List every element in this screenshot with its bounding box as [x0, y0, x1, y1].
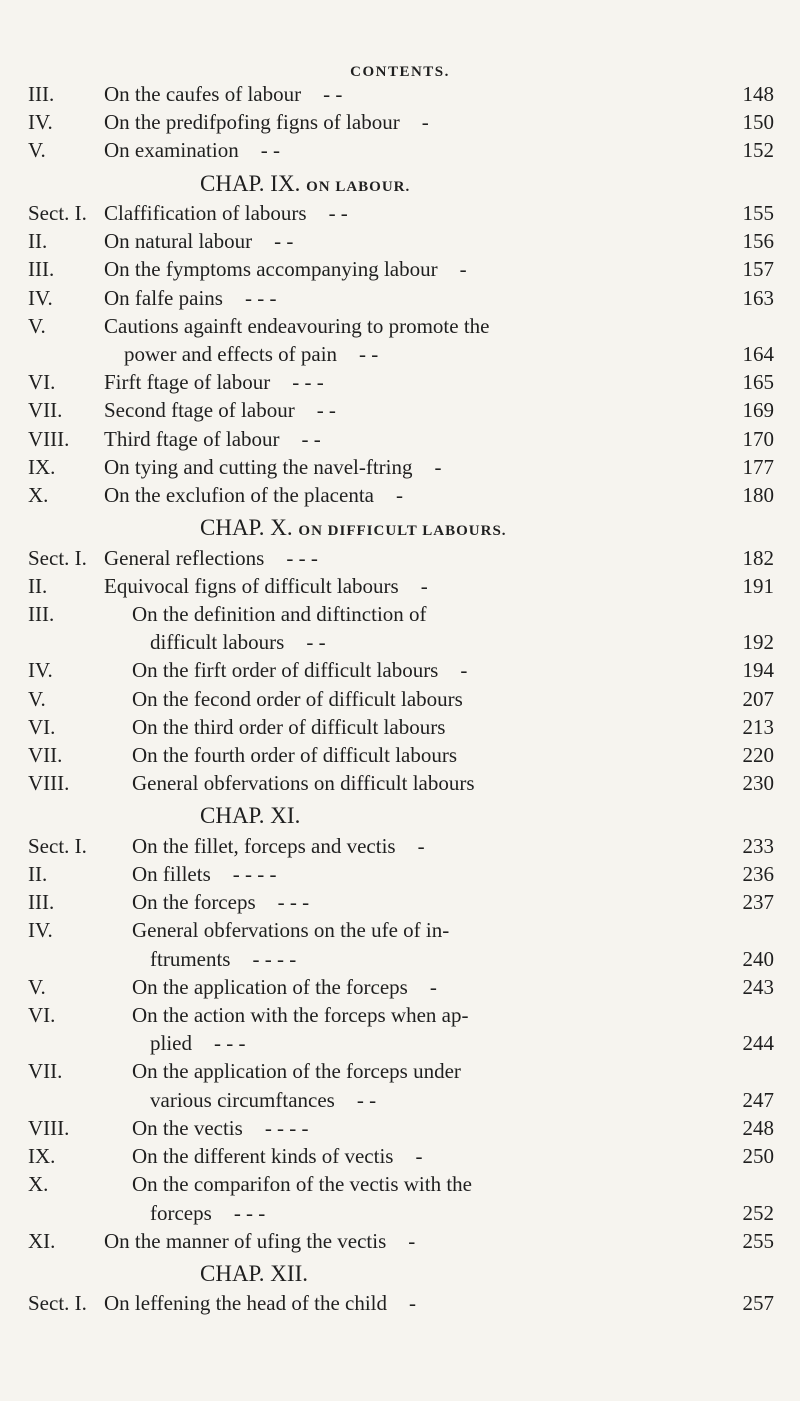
- page-number: 194: [742, 658, 774, 683]
- dot-leader: - -: [301, 426, 321, 451]
- page-number: 192: [742, 630, 774, 655]
- toc-entry: [0, 314, 800, 342]
- page-number: 233: [742, 833, 774, 858]
- section-number: VIII.: [28, 426, 70, 451]
- section-number: V.: [28, 974, 46, 999]
- toc-entry: [0, 862, 800, 890]
- toc-entry: [0, 602, 800, 630]
- toc-entry: [0, 483, 800, 511]
- dot-leader: - - - -: [232, 861, 277, 886]
- section-title: various circumftances - -: [150, 1087, 377, 1112]
- page-number: 148: [742, 82, 774, 106]
- section-title: Cautions againft endeavouring to promote the: [104, 313, 490, 338]
- dot-leader: - - -: [233, 1200, 266, 1225]
- section-title: On examination - -: [104, 138, 280, 163]
- page-number: 250: [742, 1144, 774, 1169]
- section-title: power and effects of pain - -: [124, 341, 379, 366]
- page-number: 163: [742, 285, 774, 310]
- toc-entry: [0, 771, 800, 799]
- chapter-label: CHAP. IX.: [200, 170, 301, 196]
- page-number: 170: [742, 426, 774, 451]
- section-title: Second ftage of labour - -: [104, 398, 336, 423]
- toc-entry: [0, 1059, 800, 1087]
- section-number: IV.: [28, 918, 53, 943]
- page-number: 180: [742, 483, 774, 508]
- section-title: ftruments - - - -: [150, 946, 297, 971]
- section-number: IX.: [28, 1144, 56, 1169]
- section-title: On the fymptoms accompanying labour -: [104, 257, 467, 282]
- toc-entry: [0, 229, 800, 257]
- section-title: On the comparifon of the vectis with the: [132, 1172, 472, 1197]
- section-number: III.: [28, 601, 55, 626]
- section-title: On the action with the forceps when ap-: [132, 1003, 469, 1027]
- page-number: 220: [742, 743, 774, 768]
- dot-leader: -: [429, 974, 437, 999]
- chapter-heading: [0, 167, 800, 201]
- running-head: CONTENTS.: [350, 64, 450, 80]
- section-title: plied - - -: [150, 1031, 246, 1056]
- chapter-heading: [0, 799, 800, 833]
- section-title: On leffening the head of the child -: [104, 1291, 417, 1316]
- dot-leader: -: [460, 658, 468, 683]
- section-number: Sect. I.: [28, 200, 87, 225]
- dot-leader: -: [415, 1144, 423, 1169]
- section-number: VIII.: [28, 1115, 70, 1140]
- toc-entry: [0, 658, 800, 686]
- dot-leader: - -: [328, 200, 348, 225]
- dot-leader: - - -: [244, 285, 277, 310]
- section-number: II.: [28, 229, 48, 254]
- page-number: 257: [742, 1291, 774, 1316]
- section-title: On the forceps - - -: [132, 890, 310, 915]
- dot-leader: - - -: [277, 890, 310, 915]
- section-number: II.: [28, 861, 48, 886]
- section-title: General reflections - - -: [104, 545, 318, 570]
- toc-entry: [0, 201, 800, 229]
- dot-leader: -: [417, 833, 425, 858]
- section-title: On the fillet, forceps and vectis -: [132, 833, 425, 858]
- section-number: V.: [28, 686, 46, 711]
- chapter-heading: [0, 1257, 800, 1291]
- section-number: VI.: [28, 714, 56, 739]
- toc-entry: [0, 427, 800, 455]
- dot-leader: -: [420, 573, 428, 598]
- section-number: VI.: [28, 370, 56, 395]
- section-title: General obfervations on difficult labours: [132, 771, 475, 796]
- page-number: 152: [742, 138, 774, 163]
- page-number: 248: [742, 1115, 774, 1140]
- table-of-contents: [0, 82, 800, 1319]
- section-title: On the definition and diftinction of: [132, 601, 427, 626]
- dot-leader: - - -: [286, 545, 318, 570]
- dot-leader: - -: [359, 341, 379, 366]
- chapter-label: CHAP. XII.: [200, 1260, 308, 1286]
- toc-entry: [0, 286, 800, 314]
- section-title: On the predifpofing figns of labour -: [104, 110, 429, 135]
- toc-entry: [0, 1031, 800, 1059]
- section-number: VII.: [28, 398, 63, 423]
- toc-entry: [0, 1229, 800, 1257]
- chapter-heading-text: [200, 799, 300, 833]
- chapter-heading-text: [200, 511, 507, 548]
- section-number: VII.: [28, 743, 63, 768]
- toc-entry: [0, 574, 800, 602]
- toc-entry: [0, 918, 800, 946]
- toc-entry: [0, 370, 800, 398]
- section-number: Sect. I.: [28, 1291, 87, 1316]
- page-number: 150: [742, 110, 774, 135]
- page-number: 207: [742, 686, 774, 711]
- page-number: 191: [742, 573, 774, 598]
- dot-leader: - -: [316, 398, 336, 423]
- section-number: IV.: [28, 658, 53, 683]
- dot-leader: - - -: [214, 1031, 246, 1056]
- page-number: 236: [742, 861, 774, 886]
- toc-entry: [0, 82, 800, 110]
- toc-entry: [0, 110, 800, 138]
- dot-leader: - - - -: [252, 946, 297, 971]
- page-number: 213: [742, 714, 774, 739]
- section-title: On tying and cutting the navel-ftring -: [104, 454, 442, 479]
- section-title: Equivocal figns of difficult labours -: [104, 573, 428, 598]
- dot-leader: -: [408, 1228, 416, 1253]
- dot-leader: - -: [323, 82, 343, 106]
- section-title: On the firft order of difficult labours -: [132, 658, 468, 683]
- section-number: III.: [28, 890, 55, 915]
- chapter-heading-text: [200, 167, 410, 204]
- page-number: 182: [742, 545, 774, 570]
- page-number: 237: [742, 890, 774, 915]
- page-number: 164: [742, 341, 774, 366]
- toc-entry: [0, 947, 800, 975]
- page-number: 244: [742, 1031, 774, 1056]
- section-number: VI.: [28, 1003, 56, 1027]
- section-title: Claffification of labours - -: [104, 200, 348, 225]
- section-title: On the application of the forceps -: [132, 974, 437, 999]
- section-number: III.: [28, 257, 55, 282]
- dot-leader: -: [409, 1291, 417, 1316]
- section-title: General obfervations on the ufe of in-: [132, 918, 450, 943]
- page-number: 240: [742, 946, 774, 971]
- section-number: V.: [28, 313, 46, 338]
- dot-leader: - -: [306, 630, 326, 655]
- section-number: VII.: [28, 1059, 63, 1084]
- section-number: VIII.: [28, 771, 70, 796]
- page-number: 165: [742, 370, 774, 395]
- section-number: X.: [28, 483, 49, 508]
- toc-entry: [0, 834, 800, 862]
- toc-entry: [0, 1144, 800, 1172]
- toc-entry: [0, 546, 800, 574]
- dot-leader: -: [395, 483, 403, 508]
- section-number: Sect. I.: [28, 545, 87, 570]
- toc-entry: [0, 138, 800, 166]
- section-title: On fillets - - - -: [132, 861, 277, 886]
- toc-entry: [0, 1003, 800, 1031]
- toc-entry: [0, 455, 800, 483]
- page-number: 177: [742, 454, 774, 479]
- dot-leader: - -: [356, 1087, 377, 1112]
- page-number: 243: [742, 974, 774, 999]
- section-title: difficult labours - -: [150, 630, 326, 655]
- toc-entry: [0, 257, 800, 285]
- section-number: IV.: [28, 110, 53, 135]
- toc-entry: [0, 1201, 800, 1229]
- toc-entry: [0, 687, 800, 715]
- dot-leader: -: [421, 110, 429, 135]
- section-title: Firft ftage of labour - - -: [104, 370, 324, 395]
- toc-entry: [0, 890, 800, 918]
- section-title: On the third order of difficult labours: [132, 714, 446, 739]
- page-number: 156: [742, 229, 774, 254]
- section-number: XI.: [28, 1228, 56, 1253]
- chapter-label: CHAP. X.: [200, 515, 293, 541]
- section-title: On the caufes of labour - -: [104, 82, 343, 106]
- toc-entry: [0, 715, 800, 743]
- toc-entry: [0, 1291, 800, 1319]
- section-number: II.: [28, 573, 48, 598]
- page-number: 247: [742, 1087, 774, 1112]
- section-number: IX.: [28, 454, 56, 479]
- section-number: IV.: [28, 285, 53, 310]
- section-title: On the fourth order of difficult labours: [132, 743, 458, 768]
- chapter-label: CHAP. XI.: [200, 803, 301, 829]
- page-number: 255: [742, 1228, 774, 1253]
- section-number: III.: [28, 82, 55, 106]
- toc-entry: [0, 743, 800, 771]
- toc-entry: [0, 398, 800, 426]
- dot-leader: -: [434, 454, 442, 479]
- dot-leader: - -: [260, 138, 280, 163]
- toc-entry: [0, 342, 800, 370]
- toc-entry: [0, 630, 800, 658]
- section-title: On the vectis - - - -: [132, 1115, 309, 1140]
- dot-leader: -: [459, 257, 467, 282]
- section-title: Third ftage of labour - -: [104, 426, 321, 451]
- toc-entry: [0, 1088, 800, 1116]
- page-number: 230: [742, 771, 774, 796]
- chapter-heading-text: [200, 1257, 308, 1291]
- toc-entry: [0, 1116, 800, 1144]
- section-title: On the different kinds of vectis -: [132, 1144, 423, 1169]
- page-number: 252: [742, 1200, 774, 1225]
- dot-leader: - - - -: [264, 1115, 309, 1140]
- toc-entry: [0, 1172, 800, 1200]
- chapter-subtitle: ON LABOUR.: [306, 178, 411, 195]
- page-number: 157: [742, 257, 774, 282]
- page-number: 169: [742, 398, 774, 423]
- section-title: On the exclufion of the placenta -: [104, 483, 403, 508]
- section-title: On the manner of ufing the vectis -: [104, 1228, 416, 1253]
- section-title: On falfe pains - - -: [104, 285, 277, 310]
- section-title: On natural labour - -: [104, 229, 294, 254]
- page-number: 155: [742, 200, 774, 225]
- section-title: forceps - - -: [150, 1200, 266, 1225]
- chapter-subtitle: ON DIFFICULT LABOURS.: [298, 523, 507, 540]
- toc-entry: [0, 975, 800, 1003]
- section-title: On the fecond order of difficult labours: [132, 686, 463, 711]
- dot-leader: - -: [274, 229, 294, 254]
- section-number: Sect. I.: [28, 833, 87, 858]
- chapter-heading: [0, 511, 800, 545]
- section-title: On the application of the forceps under: [132, 1059, 461, 1084]
- section-number: X.: [28, 1172, 49, 1197]
- section-number: V.: [28, 138, 46, 163]
- dot-leader: - - -: [292, 370, 324, 395]
